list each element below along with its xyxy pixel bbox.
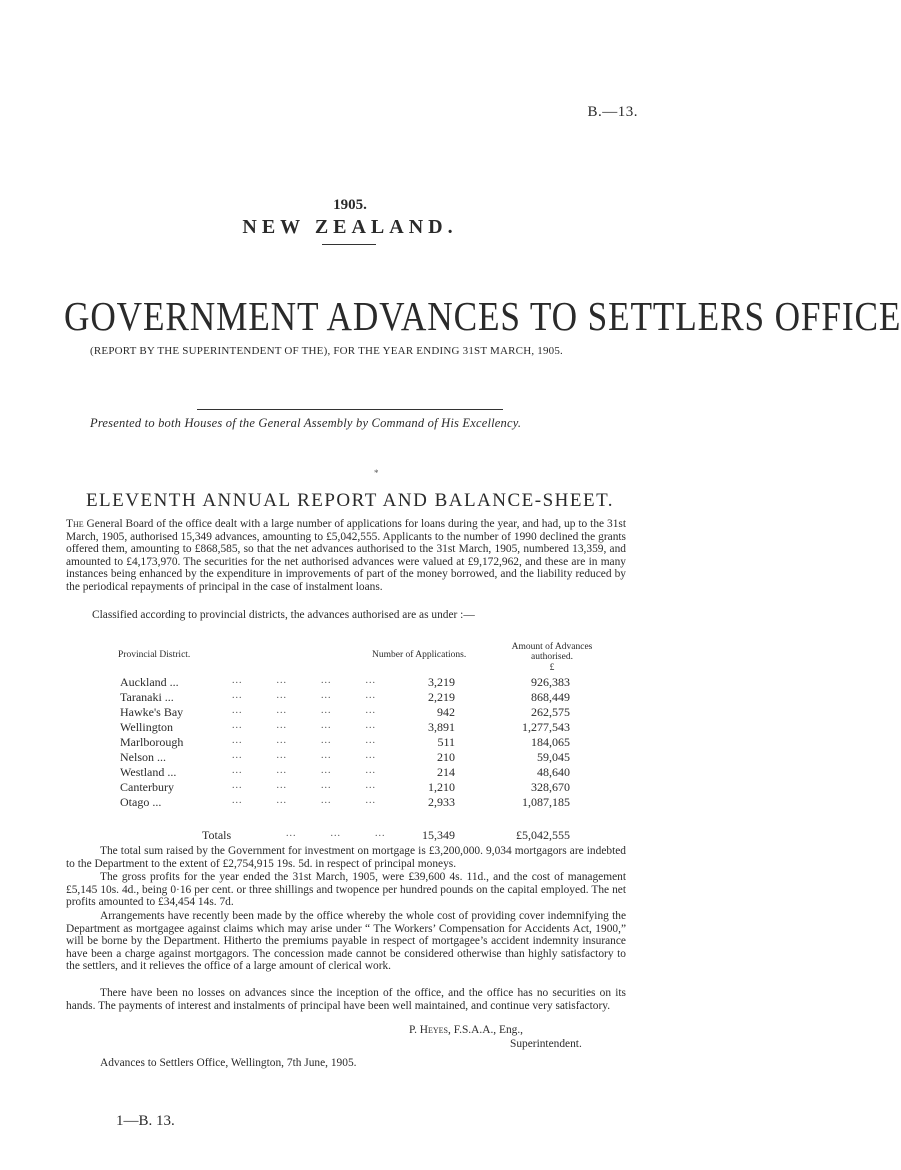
leader-dots: ... ... ... ...	[232, 735, 376, 746]
totals-label: Totals	[202, 828, 232, 842]
table-row	[0, 780, 700, 793]
paragraph-body: General Board of the office dealt with a large number of applications for loans during the year, and had, up to the 31st March, 1905, authorised 15,349 advances, amounting to £5,042,555. Applicants to the number of 1990 declined the grants offered them, amounting to £868,585, so that the net advances authorised to the 31st March, 1905, numbered 13,359, and amounted to £4,173,970. The securities for the net authorised advances were valued at £9,172,962, and these are in many instances being enhanced by the expenditure in improvements of part of the money borrowed, and the liability reduced by the periodical repayments of principal in the case of instalment loans.	[66, 518, 626, 593]
district-name: Hawke's Bay	[120, 705, 184, 719]
leader-dots: ... ... ... ...	[232, 690, 376, 701]
leader-dots: ... ... ... ...	[232, 765, 376, 776]
signature	[409, 1024, 523, 1036]
document-reference: B.—13.	[587, 104, 638, 120]
totals-amount: £5,042,555	[516, 828, 570, 842]
subtitle: (REPORT BY THE SUPERINTENDENT OF THE), FOR THE YEAR ENDING 31ST MARCH, 1905.	[90, 345, 563, 357]
district-name: Auckland ...	[120, 675, 179, 689]
leader-dots: ... ... ... ...	[232, 780, 376, 791]
table-row	[0, 750, 700, 763]
amount-authorised: 1,087,185	[522, 795, 570, 809]
paragraph-mortgage: The total sum raised by the Government for investment on mortgage is £3,200,000. 9,034 mortgagors are indebted to the Department to the extent of £2,754,915 19s. 5d. in respect of principal moneys.	[66, 845, 626, 870]
publication-year: 1905.	[333, 197, 367, 213]
report-title: ELEVENTH ANNUAL REPORT AND BALANCE-SHEET.	[85, 490, 615, 511]
table-row	[0, 735, 700, 748]
main-title: GOVERNMENT ADVANCES TO SETTLERS OFFICE	[64, 293, 901, 339]
paragraph-applications	[66, 518, 626, 593]
applications-count: 511	[437, 735, 455, 749]
amount-authorised: 59,045	[537, 750, 570, 764]
printer-mark: *	[374, 468, 379, 478]
signatory-qualifications: , F.S.A.A., Eng.,	[448, 1024, 524, 1036]
applications-count: 3,891	[428, 720, 455, 734]
table-intro: Classified according to provincial districts, the advances authorised are as under :—	[92, 609, 475, 621]
country-heading: NEW ZEALAND.	[242, 216, 458, 238]
paragraph-arrangements: Arrangements have recently been made by the office whereby the whole cost of providing cover indemnifying the Department as mortgagee against claims which may arise under “ The Workers’ Compensation for Accidents Act, 1900,” will be borne by the Department. Hitherto the premiums payable in respect of mortgagee’s accident indemnity insurance have been a charge against mortgagors. The concession made cannot be considered otherwise than highly satisfactory to the settlers, and it relieves the office of a large amount of clerical work.	[66, 910, 626, 972]
district-name: Nelson ...	[120, 750, 166, 764]
signatory-title: Superintendent.	[510, 1038, 582, 1050]
table-row	[0, 690, 700, 703]
table-row	[0, 675, 700, 688]
column-header-amount: Amount of Advances authorised.	[511, 642, 593, 662]
applications-count: 942	[437, 705, 455, 719]
applications-count: 2,219	[428, 690, 455, 704]
district-name: Wellington	[120, 720, 174, 734]
amount-authorised: 926,383	[531, 675, 570, 689]
amount-authorised: 184,065	[531, 735, 570, 749]
leader-dots: ... ... ... ...	[232, 675, 376, 686]
amount-authorised: 262,575	[531, 705, 570, 719]
amount-authorised: 48,640	[537, 765, 570, 779]
applications-count: 3,219	[428, 675, 455, 689]
district-name: Marlborough	[120, 735, 184, 749]
leader-dots: ... ... ... ...	[232, 705, 376, 716]
leader-dots: ... ... ... ...	[232, 720, 376, 731]
column-header-applications: Number of Applications.	[372, 650, 467, 660]
amount-authorised: 1,277,543	[522, 720, 570, 734]
table-row	[0, 720, 700, 733]
paragraph-lead-word: The	[66, 518, 84, 530]
applications-count: 214	[437, 765, 455, 779]
column-header-unit: £	[549, 663, 555, 673]
paragraph-profits: The gross profits for the year ended the 31st March, 1905, were £39,600 4s. 11d., and the cost of management £5,145 10s. 4d., being 0·16 per cent. or three shillings and twopence per hundred pounds on the capital employed. The net profits amounted to £34,454 14s. 7d.	[66, 871, 626, 908]
applications-count: 1,210	[428, 780, 455, 794]
paragraph-losses: There have been no losses on advances since the inception of the office, and the office has no securities on its hands. The payments of interest and instalments of principal have been well maintained, and continue very satisfactory.	[66, 987, 626, 1012]
presented-note: Presented to both Houses of the General Assembly by Command of His Excellency.	[90, 416, 522, 430]
amount-authorised: 868,449	[531, 690, 570, 704]
applications-count: 2,933	[428, 795, 455, 809]
applications-count: 210	[437, 750, 455, 764]
district-name: Taranaki ...	[120, 690, 174, 704]
leader-dots: ... ... ... ...	[232, 750, 376, 761]
district-name: Westland ...	[120, 765, 177, 779]
table-row	[0, 705, 700, 718]
signatory-name: P. Heyes	[409, 1024, 448, 1036]
office-and-date: Advances to Settlers Office, Wellington, 7th June, 1905.	[100, 1057, 357, 1069]
presented-divider	[197, 409, 503, 410]
column-header-district: Provincial District.	[118, 650, 191, 660]
totals-applications: 15,349	[422, 828, 455, 842]
district-name: Otago ...	[120, 795, 162, 809]
district-name: Canterbury	[120, 780, 174, 794]
leader-dots: ... ... ...	[286, 828, 386, 839]
table-row	[0, 765, 700, 778]
heading-divider	[322, 244, 376, 245]
footer-page-ref: 1—B. 13.	[116, 1113, 175, 1129]
table-row	[0, 795, 700, 808]
amount-authorised: 328,670	[531, 780, 570, 794]
leader-dots: ... ... ... ...	[232, 795, 376, 806]
totals-row	[0, 828, 700, 841]
